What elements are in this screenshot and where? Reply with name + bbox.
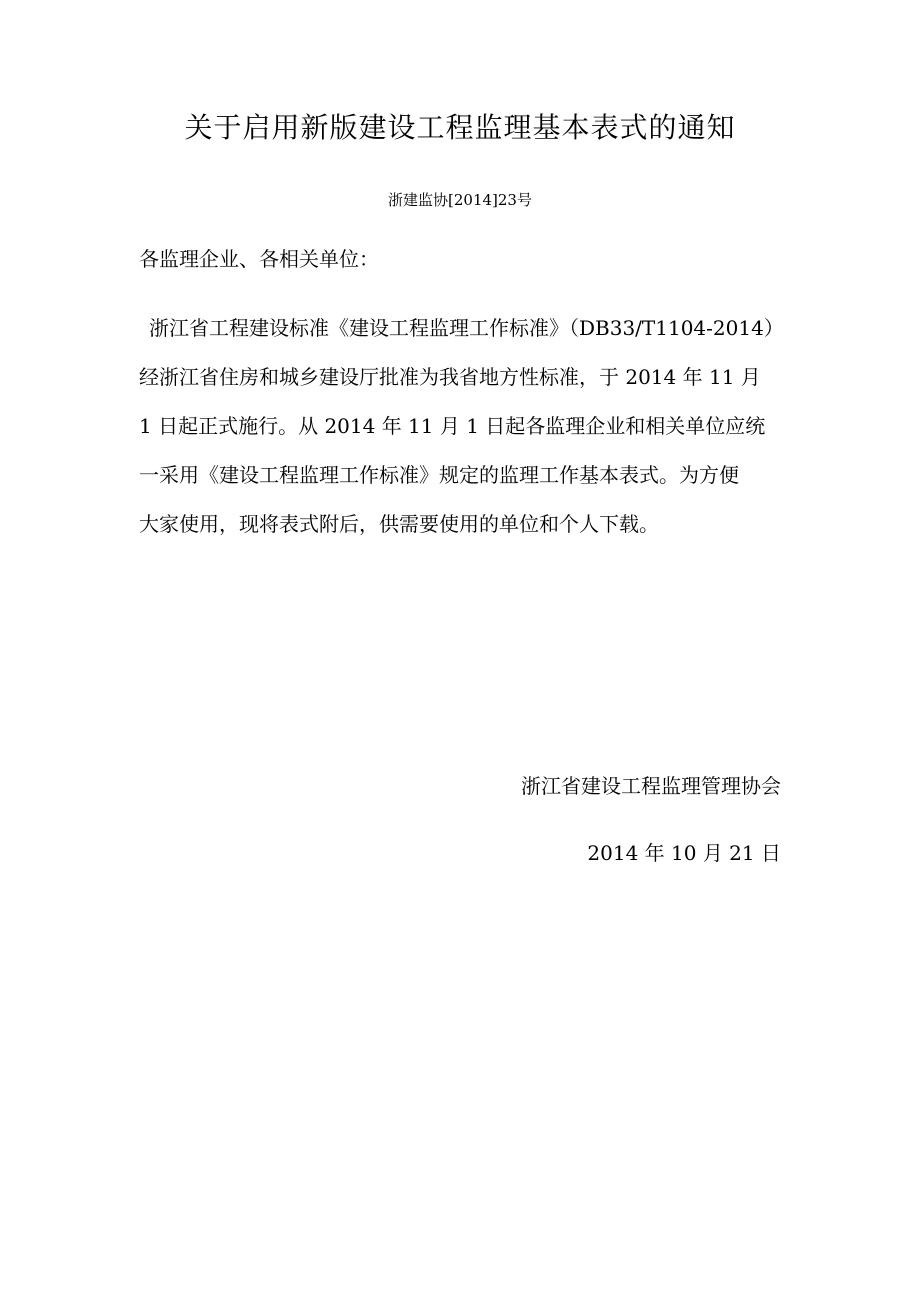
body-line: 浙江省工程建设标准《建设工程监理工作标准》（DB33/T1104-2014）	[149, 316, 784, 340]
issue-date: 2014 年 10 月 21 日	[587, 841, 781, 865]
document-title: 关于启用新版建设工程监理基本表式的通知	[184, 111, 736, 144]
issuer-signature: 浙江省建设工程监理管理协会	[521, 774, 781, 798]
body-line: 一采用《建设工程监理工作标准》规定的监理工作基本表式。为方便	[139, 463, 739, 487]
body-line: 经浙江省住房和城乡建设厅批准为我省地方性标准，于 2014 年 11 月	[139, 365, 761, 389]
document-number: 浙建监协[2014]23号	[388, 191, 532, 209]
body-line: 大家使用，现将表式附后，供需要使用的单位和个人下载。	[139, 512, 659, 536]
body-line: 1 日起正式施行。从 2014 年 11 月 1 日起各监理企业和相关单位应统	[139, 414, 766, 438]
salutation: 各监理企业、各相关单位：	[139, 247, 379, 271]
